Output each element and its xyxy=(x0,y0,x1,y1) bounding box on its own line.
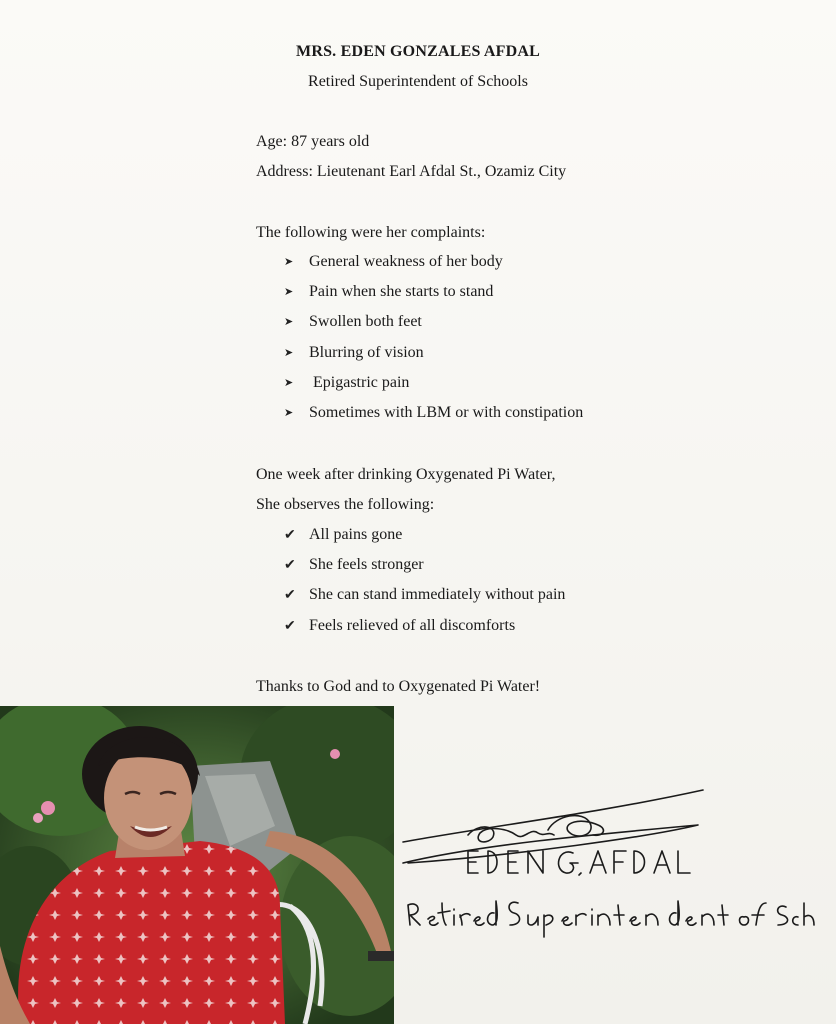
document-title: Retired Superintendent of Schools xyxy=(308,73,528,90)
portrait-photo xyxy=(0,706,394,1024)
checkmark-icon: ✔ xyxy=(284,588,296,604)
arrowhead-bullet-icon: ➤ xyxy=(284,346,294,359)
closing-line: Thanks to God and to Oxygenated Pi Water! xyxy=(256,678,541,695)
age-line: Age: 87 years old xyxy=(256,133,370,150)
results-list xyxy=(284,526,565,647)
document-name: MRS. EDEN GONZALES AFDAL xyxy=(296,43,540,60)
results-intro-2: She observes the following: xyxy=(256,496,435,513)
list-item: ➤ Epigastric pain xyxy=(284,373,410,391)
arrowhead-bullet-icon: ➤ xyxy=(284,256,294,268)
arrowhead-bullet-icon: ➤ xyxy=(284,406,294,419)
list-item: ➤ Swollen both feet xyxy=(284,313,422,331)
arrowhead-bullet-icon: ➤ xyxy=(284,376,294,389)
arrowhead-bullet-icon: ➤ xyxy=(284,316,294,329)
list-item: ➤ General weakness of her body xyxy=(284,253,503,270)
list-item: ✔ She feels stronger xyxy=(284,556,424,574)
list-item: ✔ She can stand immediately without pain xyxy=(284,586,566,604)
list-item: ➤ Pain when she starts to stand xyxy=(284,283,494,301)
checkmark-icon: ✔ xyxy=(284,528,296,543)
handwritten-signature xyxy=(398,785,818,945)
results-intro-1: One week after drinking Oxygenated Pi Water, xyxy=(256,466,556,483)
address-line: Address: Lieutenant Earl Afdal St., Ozamiz City xyxy=(256,163,567,180)
list-item: ✔ Feels relieved of all discomforts xyxy=(284,616,516,634)
list-item: ➤ Blurring of vision xyxy=(284,343,424,361)
complaints-list xyxy=(284,253,583,434)
list-item: ➤ Sometimes with LBM or with constipation xyxy=(284,403,584,421)
complaints-intro: The following were her complaints: xyxy=(256,224,486,241)
portrait-photo-illustration xyxy=(0,706,394,1024)
arrowhead-bullet-icon: ➤ xyxy=(284,286,294,299)
signature-block xyxy=(398,785,818,945)
checkmark-icon: ✔ xyxy=(284,558,296,574)
list-item: ✔ All pains gone xyxy=(284,526,403,543)
checkmark-icon: ✔ xyxy=(284,618,296,634)
